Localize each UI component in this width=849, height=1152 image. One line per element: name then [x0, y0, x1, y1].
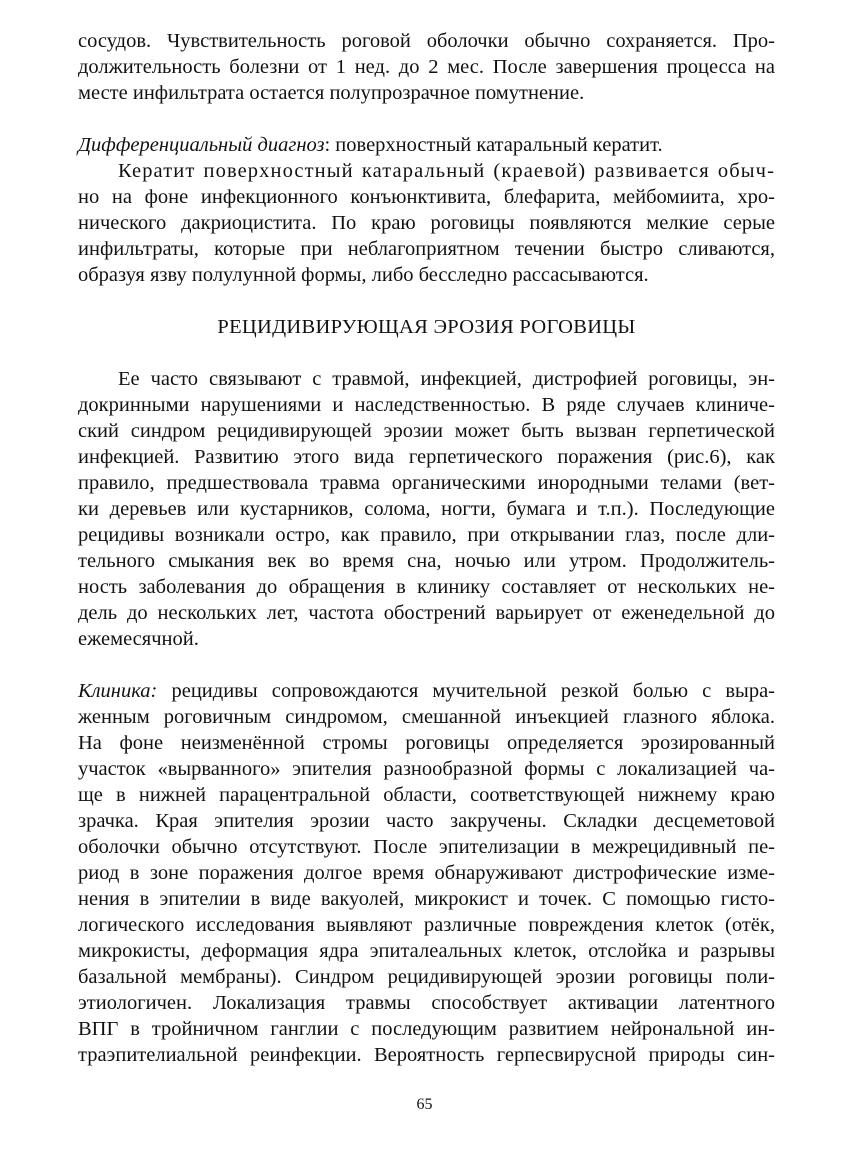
- text-line: ще в нижней парацентральной области, соответствующей нижнему краю: [78, 784, 775, 806]
- text-line: инфильтраты, которые при неблагоприятном течении быстро сливаются,: [78, 238, 775, 260]
- text-line: докринными нарушениями и наследственностью. В ряде случаев клиниче-: [78, 394, 775, 416]
- text-line: риод в зоне поражения долгое время обнаруживают дистрофические изме-: [78, 862, 775, 884]
- text-line: женным роговичным синдромом, смешанной инъекцией глазного яблока.: [78, 706, 775, 728]
- differential-diagnosis-text: : поверхностный катаральный кератит.: [324, 134, 663, 156]
- text-line: образуя язву полулунной формы, либо бесследно рассасываются.: [78, 264, 649, 286]
- text-line: нического дакриоцистита. По краю роговицы появляются мелкие серые: [78, 212, 775, 234]
- text-line: траэпителиальной реинфекции. Вероятность герпесвирусной природы син-: [78, 1044, 775, 1066]
- paragraph-gap: [78, 106, 775, 132]
- paragraph-clinic: [78, 678, 775, 1068]
- text-line: Ее часто связывают с травмой, инфекцией, дистрофией роговицы, эн-: [118, 368, 775, 390]
- clinic-first-line: [78, 678, 775, 704]
- text-line: месте инфильтрата остается полупрозрачное помутнение.: [78, 82, 585, 104]
- text-line: дель до нескольких лет, частота обострений варьирует от еженедельной до: [78, 602, 775, 624]
- paragraph-gap: [78, 288, 775, 314]
- text-line: На фоне неизменённой стромы роговицы определяется эрозированный: [78, 732, 775, 754]
- text-line: ежемесячной.: [78, 628, 199, 650]
- text-line: должительность болезни от 1 нед. до 2 мес. После завершения процесса на: [78, 56, 775, 78]
- text-line: ский синдром рецидивирующей эрозии может быть вызван герпетической: [78, 420, 775, 442]
- text-line: ВПГ в тройничном ганглии с последующим развитием нейрональной ин-: [78, 1018, 775, 1040]
- text-line: зрачка. Края эпителия эрозии часто закручены. Складки десцеметовой: [78, 810, 775, 832]
- section-heading: РЕЦИДИВИРУЮЩАЯ ЭРОЗИЯ РОГОВИЦЫ: [217, 316, 636, 338]
- text-line: микрокисты, деформация ядра эпиталеальных клеток, отслойка и разрывы: [78, 940, 775, 962]
- text-line: инфекцией. Развитию этого вида герпетического поражения (рис.6), как: [78, 446, 775, 468]
- clinic-first-line-text: рецидивы сопровождаются мучительной резкой болью с выра-: [157, 680, 775, 702]
- paragraph-erosion: [78, 366, 775, 652]
- text-line: Кератит поверхностный катаральный (краевой) развивается обыч-: [118, 160, 775, 182]
- document-page: [78, 28, 775, 1068]
- text-line: рецидивы возникали остро, как правило, при открывании глаз, после дли-: [78, 524, 775, 546]
- text-line: логического исследования выявляют различные повреждения клеток (отёк,: [78, 914, 775, 936]
- text-line: сосудов. Чувствительность роговой оболочки обычно сохраняется. Про-: [78, 30, 775, 52]
- clinic-label: Клиника:: [78, 680, 158, 702]
- paragraph-gap: [78, 340, 775, 366]
- paragraph-gap: [78, 652, 775, 678]
- text-line: но на фоне инфекционного конъюнктивита, блефарита, мейбомиита, хро-: [78, 186, 775, 208]
- text-line: ность заболевания до обращения в клинику составляет от нескольких не-: [78, 576, 775, 598]
- differential-diagnosis-line: [78, 132, 775, 158]
- text-line: правило, предшествовала травма органическими инородными телами (вет-: [78, 472, 775, 494]
- page-number: 65: [416, 1096, 433, 1113]
- differential-diagnosis-label: Дифференциальный диагноз: [78, 134, 325, 156]
- text-line: участок «вырванного» эпителия разнообразной формы с локализацией ча-: [78, 758, 775, 780]
- paragraph-top: [78, 28, 775, 106]
- paragraph-keratitis: [78, 158, 775, 288]
- text-line: тельного смыкания век во время сна, ночью или утром. Продолжитель-: [78, 550, 775, 572]
- text-line: ки деревьев или кустарников, солома, ногти, бумага и т.п.). Последующие: [78, 498, 775, 520]
- text-line: этиологичен. Локализация травмы способствует активации латентного: [78, 992, 775, 1014]
- text-line: базальной мембраны). Синдром рецидивирующей эрозии роговицы поли-: [78, 966, 775, 988]
- text-line: нения в эпителии в виде вакуолей, микрокист и точек. С помощью гисто-: [78, 888, 775, 910]
- text-line: оболочки обычно отсутствуют. После эпителизации в межрецидивный пе-: [78, 836, 775, 858]
